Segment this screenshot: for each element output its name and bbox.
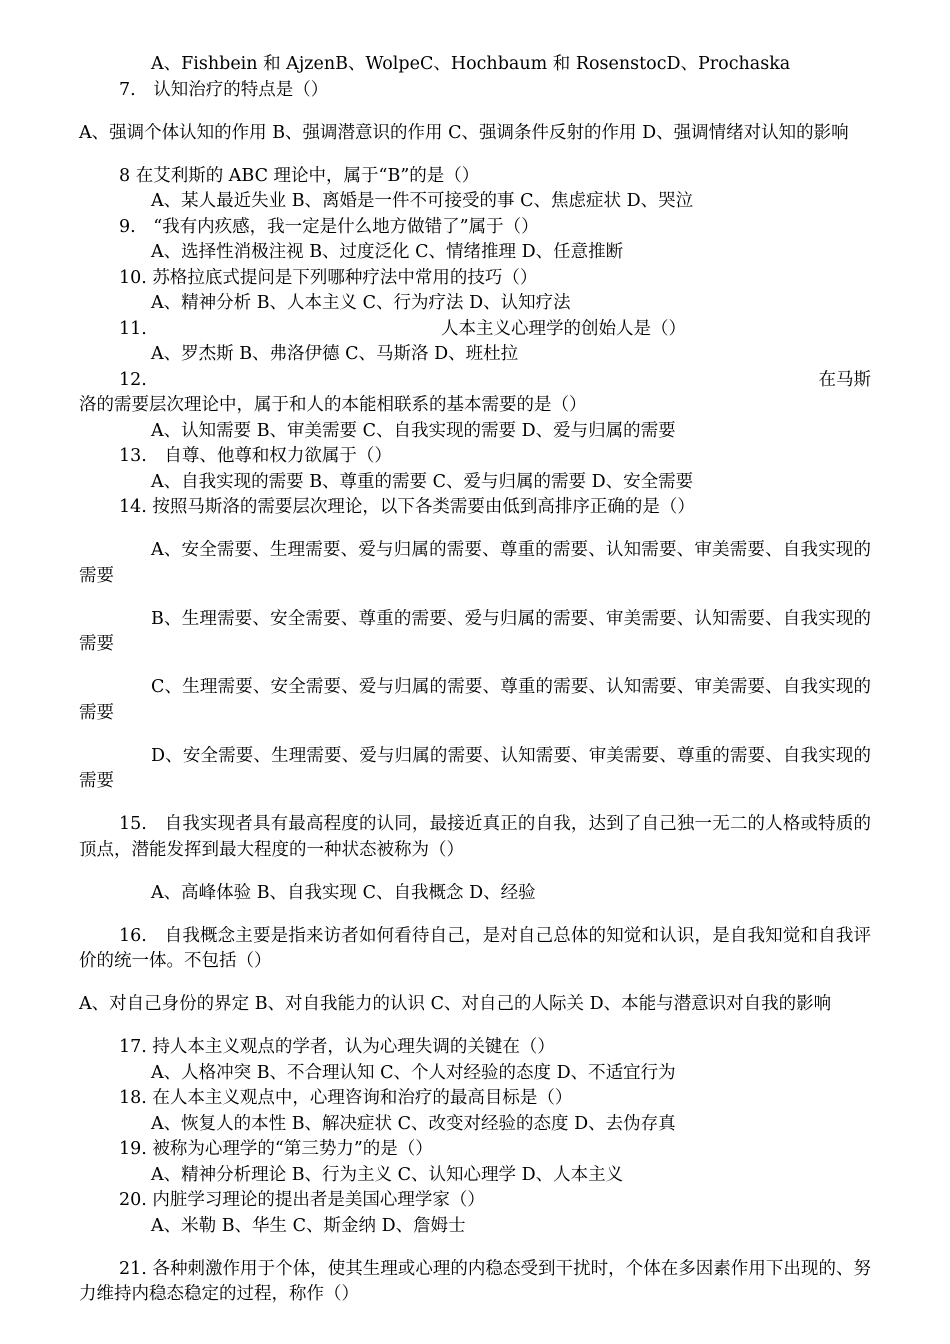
q17-stem: 17. 持人本主义观点的学者，认为心理失调的关键在（）: [119, 1037, 555, 1057]
q7-options: A、强调个体认知的作用 B、强调潜意识的作用 C、强调条件反射的作用 D、强调情绪对认知的影响: [79, 122, 849, 143]
q19-stem: 19. 被称为心理学的“第三势力”的是（）: [119, 1139, 433, 1159]
q13-stem: 13. 自尊、他尊和权力欲属于（）: [119, 446, 392, 466]
q16-stem: 16. 自我概念主要是指来访者如何看待自己，是对自己总体的知觉和认识，是自我知觉和自我评价的统一体。不包括（）: [79, 925, 871, 971]
q8-options: A、某人最近失业 B、离婚是一件不可接受的事 C、焦虑症状 D、哭泣: [151, 191, 694, 211]
q21-stem: 21. 各种刺激作用于个体，使其生理或心理的内稳态受到干扰时，个体在多因素作用下出现的、努力维持内稳态稳定的过程，称作（）: [79, 1258, 871, 1304]
q11-text: 人本主义心理学的创始人是（）: [441, 318, 686, 339]
q12-stem-line1: [79, 368, 871, 394]
q11-number: 11.: [119, 318, 147, 339]
q10-options: A、精神分析 B、人本主义 C、行为疗法 D、认知疗法: [151, 293, 571, 313]
q8-stem: 8 在艾利斯的 ABC 理论中，属于“B”的是（）: [119, 165, 480, 186]
q10-stem: 10. 苏格拉底式提问是下列哪种疗法中常用的技巧（）: [119, 267, 538, 288]
q19-options: A、精神分析理论 B、行为主义 C、认知心理学 D、人本主义: [151, 1164, 624, 1185]
q15-stem: 15. 自我实现者具有最高程度的认同，最接近真正的自我，达到了自己独一无二的人格或特质的顶点，潜能发挥到最大程度的一种状态被称为（）: [79, 814, 871, 860]
q12-number: 12.: [119, 369, 147, 390]
q13-options: A、自我实现的需要 B、尊重的需要 C、爱与归属的需要 D、安全需要: [151, 471, 694, 492]
q17-options: A、人格冲突 B、不合理认知 C、个人对经验的态度 D、不适宜行为: [151, 1062, 676, 1083]
q12-text-start: 在马斯: [818, 369, 871, 390]
q14-option-b: B、生理需要、安全需要、尊重的需要、爱与归属的需要、审美需要、认知需要、自我实现的需要: [79, 608, 871, 654]
question-list: [79, 52, 871, 1325]
q18-stem: 18. 在人本主义观点中，心理咨询和治疗的最高目标是（）: [119, 1088, 573, 1108]
q20-options: A、米勒 B、华生 C、斯金纳 D、詹姆士: [151, 1215, 466, 1236]
q14-stem: 14. 按照马斯洛的需要层次理论，以下各类需要由低到高排序正确的是（）: [119, 497, 695, 517]
q11-options: A、罗杰斯 B、弗洛伊德 C、马斯洛 D、班杜拉: [151, 344, 519, 364]
q18-options: A、恢复人的本性 B、解决症状 C、改变对经验的态度 D、去伪存真: [151, 1113, 676, 1134]
q20-stem: 20. 内脏学习理论的提出者是美国心理学家（）: [119, 1190, 485, 1210]
q7-stem: 7. 认知治疗的特点是（）: [119, 79, 329, 100]
q15-options: A、高峰体验 B、自我实现 C、自我概念 D、经验: [151, 882, 536, 903]
q11-stem: [79, 317, 871, 343]
q9-stem: 9. “我有内疚感，我一定是什么地方做错了”属于（）: [119, 216, 539, 237]
q14-option-a: A、安全需要、生理需要、爱与归属的需要、尊重的需要、认知需要、审美需要、自我实现的需要: [79, 540, 871, 586]
q14-option-c: C、生理需要、安全需要、爱与归属的需要、尊重的需要、认知需要、审美需要、自我实现的需要: [79, 677, 871, 723]
q12-options: A、认知需要 B、审美需要 C、自我实现的需要 D、爱与归属的需要: [151, 420, 676, 441]
q12-stem-line2: 洛的需要层次理论中，属于和人的本能相联系的基本需要的是（）: [79, 395, 587, 415]
q6-options: A、Fishbein 和 AjzenB、WolpeC、Hochbaum 和 RosenstocD、Prochaska: [151, 54, 791, 74]
q14-option-d: D、安全需要、生理需要、爱与归属的需要、认知需要、审美需要、尊重的需要、自我实现的需要: [79, 745, 871, 791]
q9-options: A、选择性消极注视 B、过度泛化 C、情绪推理 D、任意推断: [151, 242, 624, 262]
q16-options: A、对自己身份的界定 B、对自我能力的认识 C、对自己的人际关 D、本能与潜意识对自我的影响: [79, 994, 832, 1014]
